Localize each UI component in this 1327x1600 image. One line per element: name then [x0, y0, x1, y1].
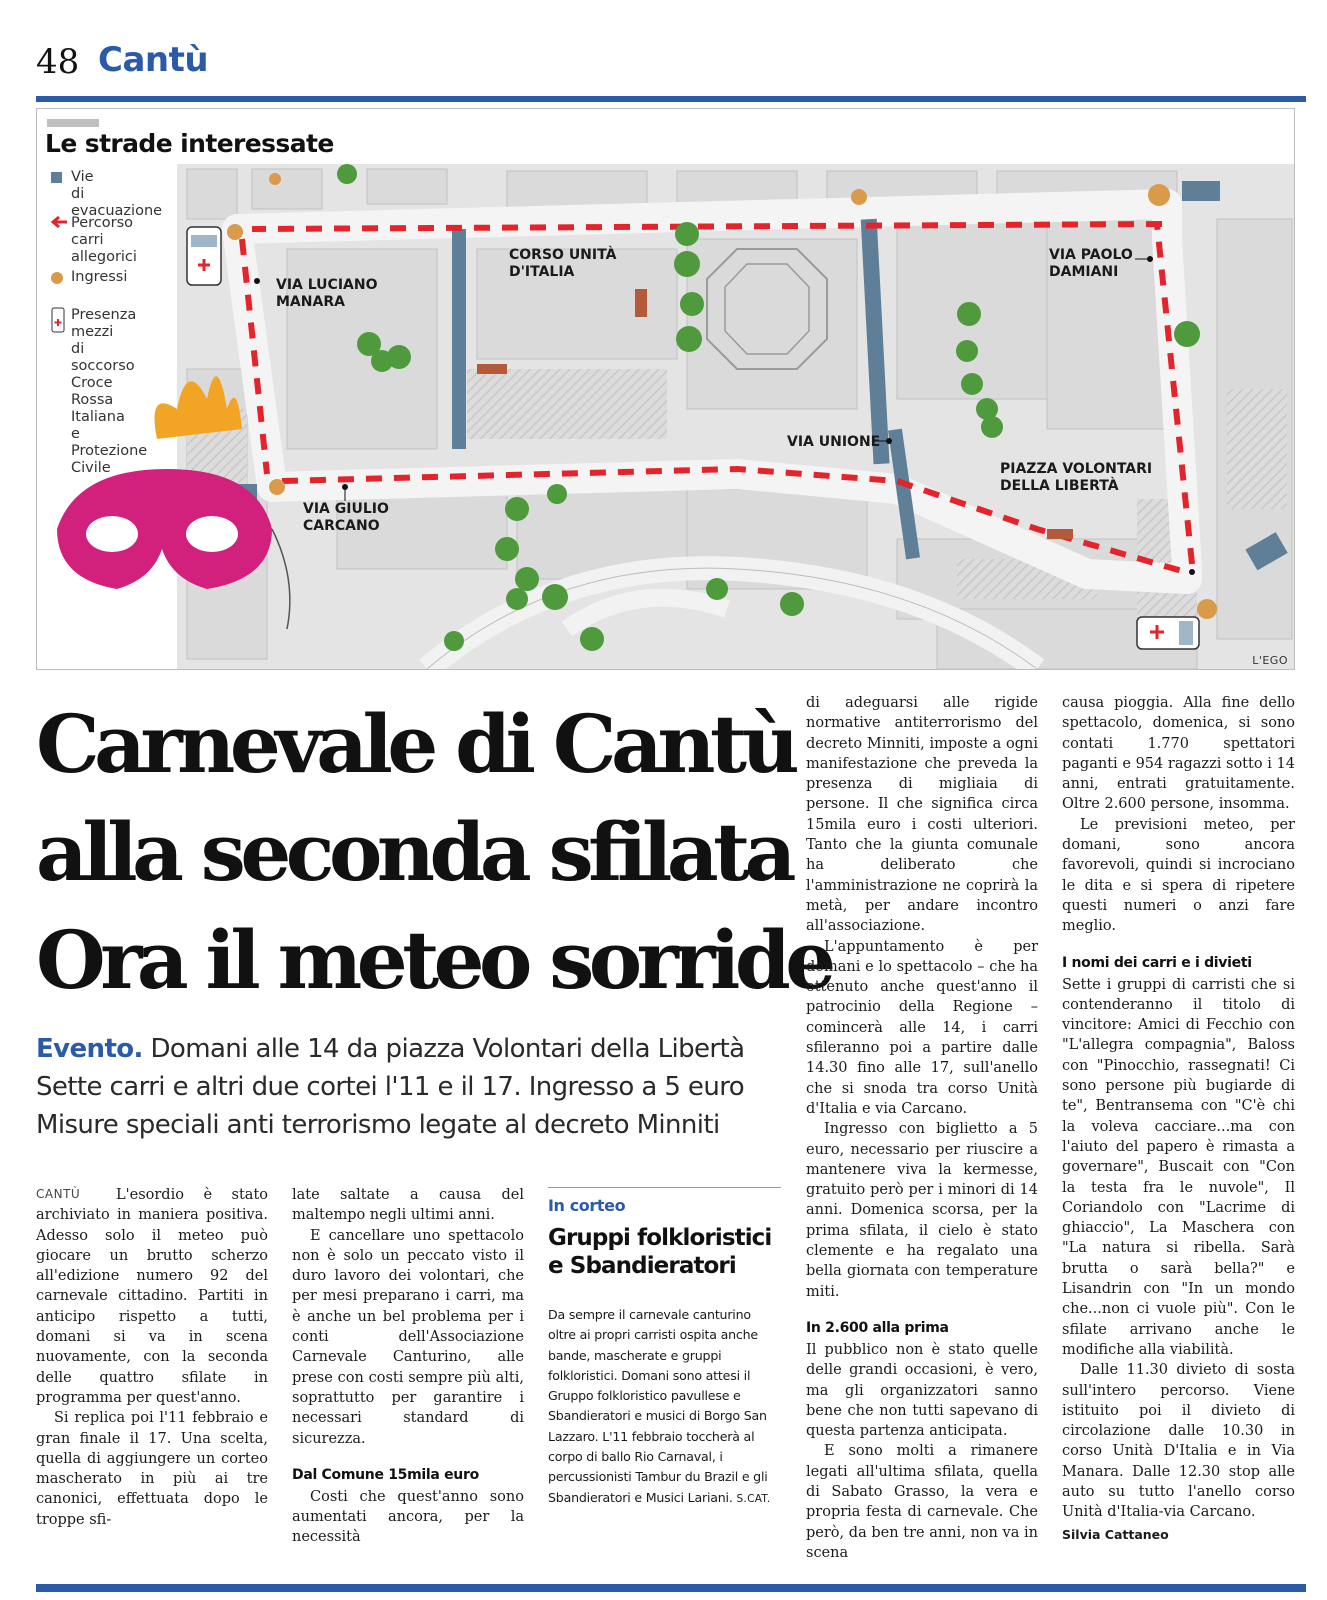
article-column-2: [292, 1185, 524, 1548]
paragraph: L'appuntamento è per domani e lo spettacolo – che ha ottenuto anche quest'anno il patrocinio della Regione – comincerà alle 14, i carri sfileranno poi a partire dalle 14.30 fino alle 17, sull'anello che si snoda tra corso Unità d'Italia e via Carcano.: [806, 938, 1038, 1117]
label-via-manara: VIA LUCIANO MANARA: [276, 277, 378, 310]
entry-dot-icon: [51, 272, 63, 284]
author-signature: Silvia Cattaneo: [1062, 1526, 1169, 1542]
headline-line: Ora il meteo sorride: [36, 913, 831, 1007]
paragraph: Sette i gruppi di carristi che si contenderanno il titolo di vincitore: Amici di Fecchio con "L'allegra compagnia", Baloss con "Pinocchio, rassegnati! Ci sono persone più bugiarde di te", Bentransema con "C'è chi la voleva cacciare...ma con l'aiuto del papero è rimasta a governare", Buscait con "Con la testa fra le nuvole", Il Coriandolo con "Lacrime di ghiaccio", La Maschera con "La natura si ribella. Sarà brutta o sarà bella?" e Lisandrin con "In un mondo che...non ci vuole più". Con le sfilate arrivano anche le modifiche alla viabilità.: [1062, 976, 1295, 1358]
paragraph: Le previsioni meteo, per domani, sono ancora favorevoli, quindi si incrociano le dita e si spera di ripetere questi numeri o anzi fare meglio.: [1062, 816, 1295, 935]
dateline: CANTÙ: [36, 1187, 81, 1201]
paragraph: causa pioggia. Alla fine dello spettacolo, domenica, si sono contati 1.770 spettatori paganti e 954 ragazzi sotto i 14 anni, entrati gratuitamente. Oltre 2.600 persone, insomma.: [1062, 695, 1295, 813]
paragraph: Dalle 11.30 divieto di sosta sull'intero percorso. Viene istituito poi il divieto di circolazione dalle 10.30 in corso Unità D'Italia e in Via Manara. Dalle 12.30 stop alle auto su tutto l'anello corso Unità d'Italia-via Carcano.: [1062, 1362, 1295, 1521]
map-credit: L'EGO: [1252, 654, 1288, 667]
subhead: [36, 1030, 796, 1144]
paragraph: Si replica poi l'11 febbraio e gran finale il 17. Una scelta, quella di aggiungere un corteo mascherato in più ai tre canonici, effettuata dopo le troppe sfi-: [36, 1410, 268, 1528]
headline-line: alla seconda sfilata: [36, 805, 791, 899]
subhead-line: Evento. Domani alle 14 da piazza Volontari della Libertà: [36, 1034, 745, 1064]
label-via-carcano: VIA GIULIO CARCANO: [303, 501, 389, 534]
section-heading: Dal Comune 15mila euro: [292, 1466, 479, 1483]
label-piazza-volontari: PIAZZA VOLONTARI DELLA LIBERTÀ: [1000, 461, 1153, 494]
sidebar-kicker: In corteo: [548, 1196, 626, 1215]
label-via-damiani: VIA PAOLO DAMIANI: [1049, 247, 1133, 280]
ambulance-icon: [51, 307, 65, 333]
paragraph: E sono molti a rimanere legati all'ultima sfilata, quella di Sabato Grasso, la vera e propria festa di carnevale. Che però, da ben tre anni, non va in scena: [806, 1443, 1038, 1561]
subhead-kicker: Evento.: [36, 1034, 143, 1064]
evacuation-swatch: [51, 172, 62, 183]
headline-line: Carnevale di Cantù: [36, 697, 795, 791]
map-title-tab: [47, 119, 99, 127]
map-title: Le strade interessate: [45, 129, 334, 158]
footer-rule: [36, 1584, 1306, 1592]
header-rule: [36, 96, 1306, 102]
paragraph: Costi che quest'anno sono aumentati ancora, per la necessità: [292, 1488, 524, 1546]
paragraph: L'esordio è stato archiviato in maniera positiva. Adesso solo il meteo può giocare un brutto scherzo all'edizione numero 92 del carnevale cittadino. Partiti in anticipo rispetto a tutti, domani si va in scena nuovamente, con la seconda delle quattro sfilate in programma per quest'anno.: [36, 1187, 268, 1406]
paragraph: Il pubblico non è stato quelle delle grandi occasioni, è vero, ma gli organizzatori sanno bene che non tutti sapevano di questa partenza anticipata.: [806, 1341, 1038, 1440]
label-via-unione: VIA UNIONE: [787, 434, 881, 450]
page-number: 48: [36, 42, 80, 82]
map-drawing: [37, 109, 1295, 670]
subhead-line: Misure speciali anti terrorismo legate al decreto Minniti: [36, 1110, 720, 1140]
section-heading: In 2.600 alla prima: [806, 1319, 949, 1336]
arrow-icon: [51, 215, 67, 229]
ambulance-icon: [1137, 617, 1199, 649]
sidebar-body: Da sempre il carnevale canturino oltre ai propri carristi ospita anche bande, mascherate e gruppi folkloristici. Domani sono attesi il Gruppo folkloristico pavullese e Sbandieratori e musici di Borgo San Lazzaro. L'11 febbraio toccherà al corpo di ballo Rio Carnaval, i percussionisti Tambur du Brazil e gli Sbandieratori e Musici Lariani. S.CAT.: [548, 1307, 771, 1505]
subhead-line: Sette carri e altri due cortei l'11 e il 17. Ingresso a 5 euro: [36, 1072, 745, 1102]
paragraph: Ingresso con biglietto a 5 euro, necessario per riuscire a mantenere viva la kermesse, gratuito però per i minori di 14 anni. Domenica scorsa, per la prima sfilata, il cielo è stato clemente e ha regalato una bella giornata con temperature miti.: [806, 1121, 1038, 1300]
paragraph: late saltate a causa del maltempo negli ultimi anni.: [292, 1187, 524, 1224]
article-column-3: [806, 693, 1038, 1563]
article-column-4: [1062, 693, 1295, 1545]
route-map: Le strade interessate Vie di evacuazione Percorso carri allegorici Ingressi Presenza mezzi di soccorso Croce Rossa Italiana e Protezione Civile VIA LUCIANO MANARA CORSO UNITÀ D'ITALIA VIA PAOLO DAMIANI VIA UNIONE PIAZZA VOLONTARI DELLA LIBERTÀ VIA GIULIO CARCANO L'EGO: [36, 108, 1295, 670]
paragraph: E cancellare uno spettacolo non è solo un peccato visto il duro lavoro dei volontari, che per mesi preparano i carri, ma è anche un bel problema per i conti dell'Associazione Carnevale Canturino, alle prese con costi sempre più alti, soprattutto per garantire i necessari standard di sicurezza.: [292, 1227, 524, 1447]
headline: [36, 690, 831, 1014]
section-heading: I nomi dei carri e i divieti: [1062, 954, 1252, 971]
article-column-1: [36, 1185, 268, 1530]
ambulance-icon: [187, 227, 221, 285]
paragraph: di adeguarsi alle rigide normative antiterrorismo del decreto Minniti, imposte a ogni manifestazione che preveda la presenza di migliaia di persone. Il che significa circa 15mila euro i costi ulteriori. Tanto che la giunta comunale ha deliberato che l'amministrazione ne coprirà la metà, per andare incontro all'associazione.: [806, 695, 1038, 935]
sidebar-title: Gruppi folkloristici e Sbandieratori: [548, 1225, 772, 1279]
sidebar-signature: S.CAT.: [736, 1492, 771, 1505]
section-title: Cantù: [98, 40, 209, 80]
label-corso-unita: CORSO UNITÀ D'ITALIA: [509, 247, 617, 280]
sidebar-rule: [548, 1187, 781, 1188]
